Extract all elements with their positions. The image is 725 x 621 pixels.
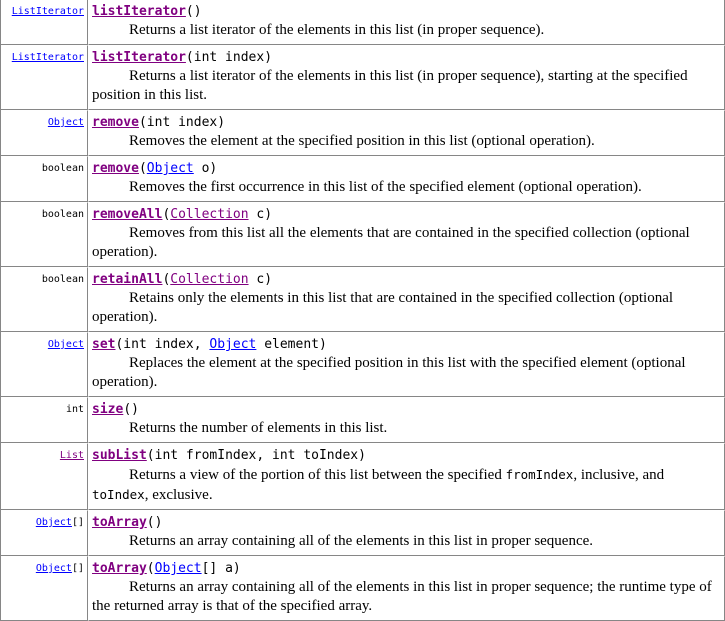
text-span: () <box>123 402 139 417</box>
text-span: [] <box>71 517 84 528</box>
text-span: ( <box>162 272 171 287</box>
method-signature <box>92 447 722 465</box>
method-cell <box>88 332 725 397</box>
return-type-cell <box>1 510 88 556</box>
type-link[interactable]: Collection <box>170 272 249 287</box>
text-span: boolean <box>41 209 84 220</box>
text-span: Removes the element at the specified position in this list (optional operation). <box>129 133 595 149</box>
type-link[interactable]: Object <box>35 563 72 574</box>
method-signature <box>92 206 722 224</box>
text-span: Returns an array containing all of the elements in this list in proper sequence. <box>129 533 594 549</box>
method-cell <box>88 510 725 556</box>
return-type-cell <box>1 0 88 45</box>
text-span: Removes from this list all the elements that are contained in the specified collection (optional operation). <box>92 225 690 260</box>
type-link[interactable]: Object <box>47 117 84 128</box>
text-span: () <box>185 4 202 19</box>
table-row <box>1 510 725 556</box>
return-type-cell <box>1 556 88 621</box>
method-signature <box>92 560 722 578</box>
method-cell <box>88 556 725 621</box>
text-span: (int index) <box>138 115 226 130</box>
type-link[interactable]: Object <box>35 517 72 528</box>
table-row <box>1 332 725 397</box>
method-description <box>92 354 722 392</box>
method-signature <box>92 514 722 532</box>
method-link[interactable]: set <box>92 337 116 352</box>
method-description <box>92 178 722 197</box>
method-signature <box>92 160 722 178</box>
method-link[interactable]: removeAll <box>92 207 163 222</box>
method-link[interactable]: listIterator <box>92 50 186 65</box>
text-span: Returns a list iterator of the elements in this list (in proper sequence). <box>129 22 545 38</box>
text-span: (int index) <box>185 50 273 65</box>
method-link[interactable]: retainAll <box>92 272 163 287</box>
table-row <box>1 156 725 202</box>
text-span: Returns a view of the portion of this list between the specified <box>129 467 506 483</box>
method-link[interactable]: subList <box>92 448 147 463</box>
table-row <box>1 0 725 45</box>
method-cell <box>88 443 725 510</box>
method-cell <box>88 0 725 45</box>
text-span: Returns a list iterator of the elements in this list (in proper sequence), starting at the specified position in this list. <box>92 68 688 103</box>
method-signature <box>92 49 722 67</box>
return-type-cell <box>1 156 88 202</box>
text-span: Replaces the element at the specified position in this list with the specified element (optional operation). <box>92 355 686 390</box>
text-span: o) <box>193 161 218 176</box>
text-span: [] a) <box>201 561 241 576</box>
text-span: Retains only the elements in this list that are contained in the specified collection (optional operation). <box>92 290 674 325</box>
method-signature <box>92 3 722 21</box>
method-cell <box>88 110 725 156</box>
text-span: c) <box>248 272 273 287</box>
text-span: , exclusive. <box>144 487 213 503</box>
text-span: () <box>146 515 163 530</box>
table-row <box>1 202 725 267</box>
return-type-cell <box>1 267 88 332</box>
method-description <box>92 419 722 438</box>
method-cell <box>88 202 725 267</box>
text-span: boolean <box>41 163 84 174</box>
text-span: ( <box>138 161 147 176</box>
text-span: , inclusive, and <box>573 467 665 483</box>
table-row <box>1 556 725 621</box>
table-row <box>1 110 725 156</box>
method-cell <box>88 156 725 202</box>
table-row <box>1 397 725 443</box>
type-link[interactable]: ListIterator <box>11 6 84 17</box>
method-description <box>92 224 722 262</box>
type-link[interactable]: Object <box>209 337 257 352</box>
text-span: ( <box>162 207 171 222</box>
text-span: (int fromIndex, int toIndex) <box>146 448 366 463</box>
return-type-cell <box>1 45 88 110</box>
method-link[interactable]: remove <box>92 161 139 176</box>
method-description <box>92 289 722 327</box>
method-description <box>92 578 722 616</box>
text-span: (int index, <box>115 337 210 352</box>
text-span: [] <box>71 563 84 574</box>
text-span: element) <box>256 337 327 352</box>
text-span: c) <box>248 207 273 222</box>
type-link[interactable]: ListIterator <box>11 52 84 63</box>
type-link[interactable]: Object <box>154 561 202 576</box>
method-cell <box>88 45 725 110</box>
table-row <box>1 443 725 510</box>
text-span: boolean <box>41 274 84 285</box>
method-link[interactable]: toArray <box>92 561 147 576</box>
method-link[interactable]: remove <box>92 115 139 130</box>
text-span: int <box>65 404 84 415</box>
table-row <box>1 267 725 332</box>
method-description <box>92 532 722 551</box>
text-span: Returns the number of elements in this list. <box>129 420 388 436</box>
method-cell <box>88 397 725 443</box>
text-span: Returns an array containing all of the elements in this list in proper sequence; the runtime type of the returned array is that of the specified array. <box>92 579 712 614</box>
method-summary-rows <box>1 0 725 621</box>
return-type-cell <box>1 443 88 510</box>
method-signature <box>92 401 722 419</box>
method-description <box>92 67 722 105</box>
inline-code: toIndex <box>92 487 145 502</box>
method-description <box>92 132 722 151</box>
method-cell <box>88 267 725 332</box>
return-type-cell <box>1 397 88 443</box>
inline-code: fromIndex <box>505 467 574 482</box>
text-span: ( <box>146 561 155 576</box>
method-link[interactable]: listIterator <box>92 4 186 19</box>
table-row <box>1 45 725 110</box>
method-description <box>92 21 722 40</box>
type-link[interactable]: Object <box>47 339 84 350</box>
method-signature <box>92 114 722 132</box>
type-link[interactable]: List <box>59 450 84 461</box>
text-span: Removes the first occurrence in this list of the specified element (optional operation). <box>129 179 642 195</box>
return-type-cell <box>1 332 88 397</box>
type-link[interactable]: Collection <box>170 207 249 222</box>
method-signature <box>92 271 722 289</box>
method-signature <box>92 336 722 354</box>
return-type-cell <box>1 110 88 156</box>
method-link[interactable]: size <box>92 402 124 417</box>
method-description <box>92 465 722 505</box>
method-link[interactable]: toArray <box>92 515 147 530</box>
return-type-cell <box>1 202 88 267</box>
type-link[interactable]: Object <box>146 161 194 176</box>
